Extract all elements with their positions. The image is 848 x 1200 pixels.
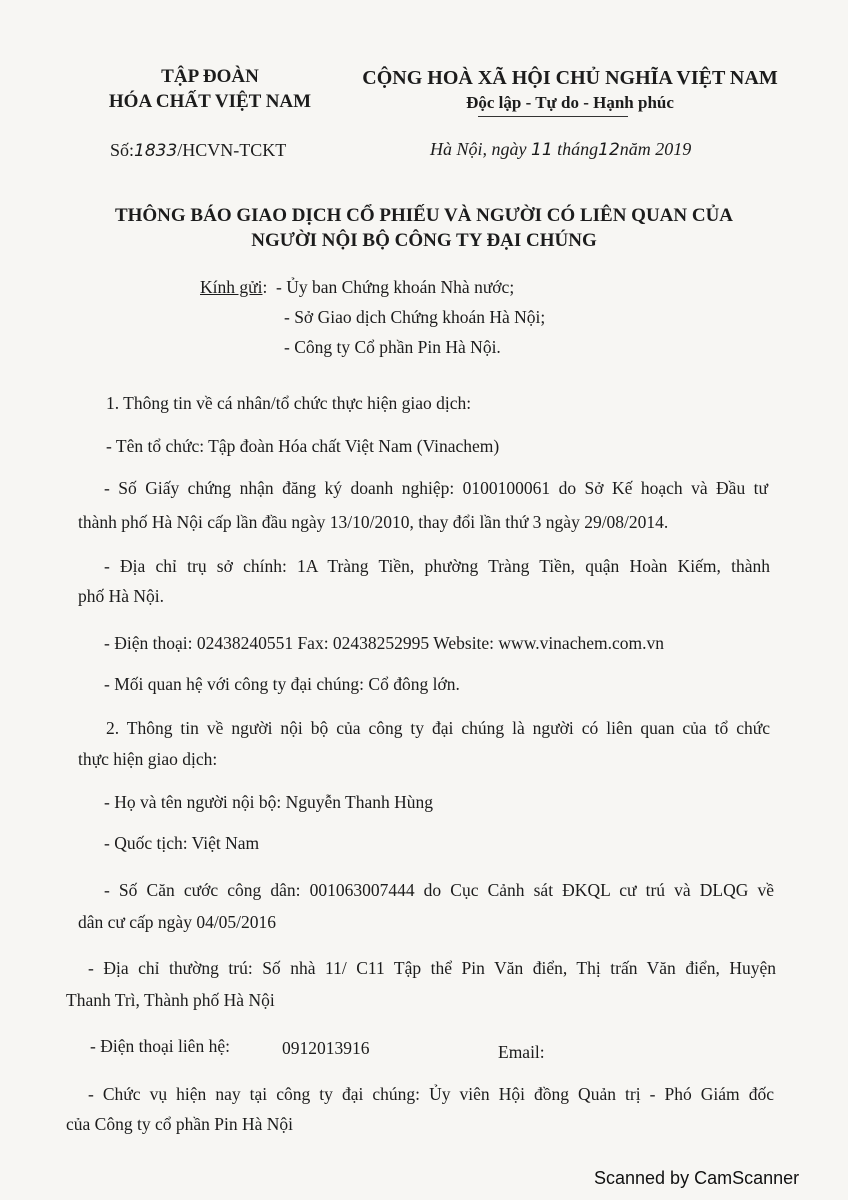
email-label: Email: xyxy=(498,1042,545,1062)
recipient-item: - Sở Giao dịch Chứng khoán Hà Nội; xyxy=(284,307,546,327)
phone-label: - Điện thoại liên hệ: xyxy=(90,1036,230,1056)
date-month: 12 xyxy=(598,140,620,160)
org-name-line2: HÓA CHẤT VIỆT NAM xyxy=(108,91,312,112)
id-line2: dân cư cấp ngày 04/05/2016 xyxy=(78,912,277,932)
position-line2: của Công ty cổ phần Pin Hà Nội xyxy=(66,1114,293,1134)
national-motto: Độc lập - Tự do - Hạnh phúc xyxy=(466,93,674,112)
residence-line2: Thanh Trì, Thành phố Hà Nội xyxy=(66,990,275,1010)
document-title-line2: NGƯỜI NỘI BỘ CÔNG TY ĐẠI CHÚNG xyxy=(251,230,597,251)
address-line2: phố Hà Nội. xyxy=(78,586,165,606)
address-line1: - Địa chỉ trụ sở chính: 1A Tràng Tiền, phường Tràng Tiền, quận Hoàn Kiếm, thành xyxy=(104,556,770,576)
residence-line1: - Địa chỉ thường trú: Số nhà 11/ C11 Tập thể Pin Văn điển, Thị trấn Văn điển, Huyện xyxy=(88,958,776,978)
document-date xyxy=(430,139,691,160)
doc-number-prefix: Số: xyxy=(110,140,135,160)
nationality-line: - Quốc tịch: Việt Nam xyxy=(104,833,260,853)
document-number xyxy=(110,140,286,161)
position-line1: - Chức vụ hiện nay tại công ty đại chúng: Ủy viên Hội đồng Quản trị - Phó Giám đốc xyxy=(88,1084,774,1104)
document-title-line1: THÔNG BÁO GIAO DỊCH CỔ PHIẾU VÀ NGƯỜI CÓ LIÊN QUAN CỦA xyxy=(114,205,734,226)
registration-line2: thành phố Hà Nội cấp lần đầu ngày 13/10/2010, thay đổi lần thứ 3 ngày 29/08/2014. xyxy=(78,512,669,532)
scanner-watermark: Scanned by CamScanner xyxy=(594,1168,800,1188)
id-line1: - Số Căn cước công dân: 001063007444 do Cục Cảnh sát ĐKQL cư trú và DLQG về xyxy=(104,880,774,900)
contact-line: - Điện thoại: 02438240551 Fax: 02438252995 Website: www.vinachem.com.vn xyxy=(104,633,664,653)
phone-value: 0912013916 xyxy=(282,1038,370,1058)
org-name-field: - Tên tổ chức: Tập đoàn Hóa chất Việt Nam (Vinachem) xyxy=(106,436,500,456)
relation-line: - Mối quan hệ với công ty đại chúng: Cổ đông lớn. xyxy=(104,674,460,694)
doc-number-suffix: /HCVN-TCKT xyxy=(177,140,287,160)
date-year: năm 2019 xyxy=(619,139,692,159)
section2-heading-line1: 2. Thông tin về người nội bộ của công ty đại chúng là người có liên quan của tổ chức xyxy=(106,718,770,738)
date-month-label: tháng xyxy=(557,139,599,159)
insider-name: - Họ và tên người nội bộ: Nguyễn Thanh Hùng xyxy=(104,792,433,812)
motto-underline xyxy=(478,116,628,117)
section1-heading: 1. Thông tin về cá nhân/tổ chức thực hiện giao dịch: xyxy=(106,393,472,413)
date-day: 11 xyxy=(531,140,553,160)
nation-title: CỘNG HOÀ XÃ HỘI CHỦ NGHĨA VIỆT NAM xyxy=(362,67,778,89)
doc-number-handwritten: 1833 xyxy=(134,141,178,161)
section2-heading-line2: thực hiện giao dịch: xyxy=(78,749,218,769)
registration-line1: - Số Giấy chứng nhận đăng ký doanh nghiệp: 0100100061 do Sở Kế hoạch và Đầu tư xyxy=(104,478,768,498)
date-place: Hà Nội, ngày xyxy=(430,139,527,159)
recipient-item: - Ủy ban Chứng khoán Nhà nước; xyxy=(276,277,515,297)
recipient-item: - Công ty Cổ phần Pin Hà Nội. xyxy=(284,337,501,357)
recipients-label: Kính gửi: xyxy=(200,277,268,297)
org-name-line1: TẬP ĐOÀN xyxy=(161,66,259,87)
